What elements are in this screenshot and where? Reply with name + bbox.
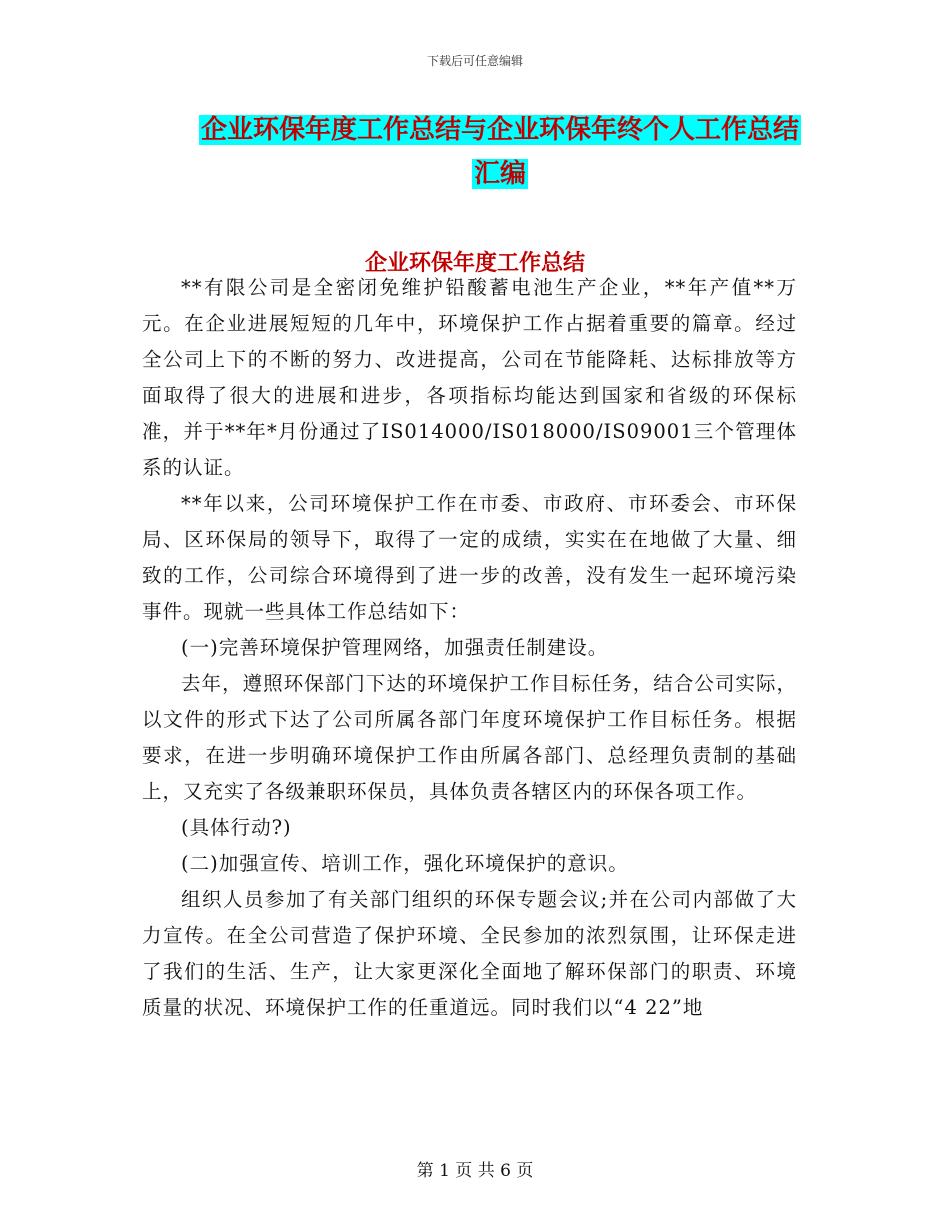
paragraph-6: (二)加强宣传、培训工作，强化环境保护的意识。 bbox=[181, 852, 629, 875]
document-title bbox=[150, 108, 850, 196]
paragraph-2: **年以来，公司环境保护工作在市委、市政府、市环委会、市环保局、区环保局的领导下，取得了一定的成绩，实实在在地做了大量、细致的工作，公司综合环境得到了进一步的改善，没有发生一起环境污染事件。现就一些具体工作总结如下： bbox=[142, 492, 797, 623]
section-title: 企业环保年度工作总结 bbox=[364, 250, 585, 276]
document-body bbox=[142, 270, 797, 1026]
paragraph-7: 组织人员参加了有关部门组织的环保专题会议;并在公司内部做了大力宣传。在全公司营造了保护环境、全民参加的浓烈氛围，让环保走进了我们的生活、生产，让大家更深化全面地了解环保部门的职责、环境质量的状况、环境保护工作的任重道远。同时我们以“4 22”地 bbox=[142, 888, 797, 1019]
title-line-2: 汇编 bbox=[473, 159, 526, 189]
paragraph-4: 去年，遵照环保部门下达的环境保护工作目标任务，结合公司实际，以文件的形式下达了公司所属各部门年度环境保护工作目标任务。根据要求，在进一步明确环境保护工作由所属各部门、总经理负责制的基础上，又充实了各级兼职环保员，具体负责各辖区内的环保各项工作。 bbox=[142, 672, 797, 803]
paragraph-3: (一)完善环境保护管理网络，加强责任制建设。 bbox=[181, 636, 609, 659]
header-note: 下载后可任意编辑 bbox=[426, 54, 523, 68]
title-line-1: 企业环保年度工作总结与企业环保年终个人工作总结 bbox=[200, 115, 799, 145]
paragraph-1: **有限公司是全密闭免维护铅酸蓄电池生产企业，**年产值**万元。在企业进展短短的几年中，环境保护工作占据着重要的篇章。经过全公司上下的不断的努力、改进提高，公司在节能降耗、达标排放等方面取得了很大的进展和进步，各项指标均能达到国家和省级的环保标准，并于**年*月份通过了IS014000/IS018000/IS09001三个管理体系的认证。 bbox=[142, 276, 797, 479]
paragraph-5: (具体行动?) bbox=[181, 816, 292, 839]
page-footer: 第 1 页 共 6 页 bbox=[416, 1161, 534, 1181]
